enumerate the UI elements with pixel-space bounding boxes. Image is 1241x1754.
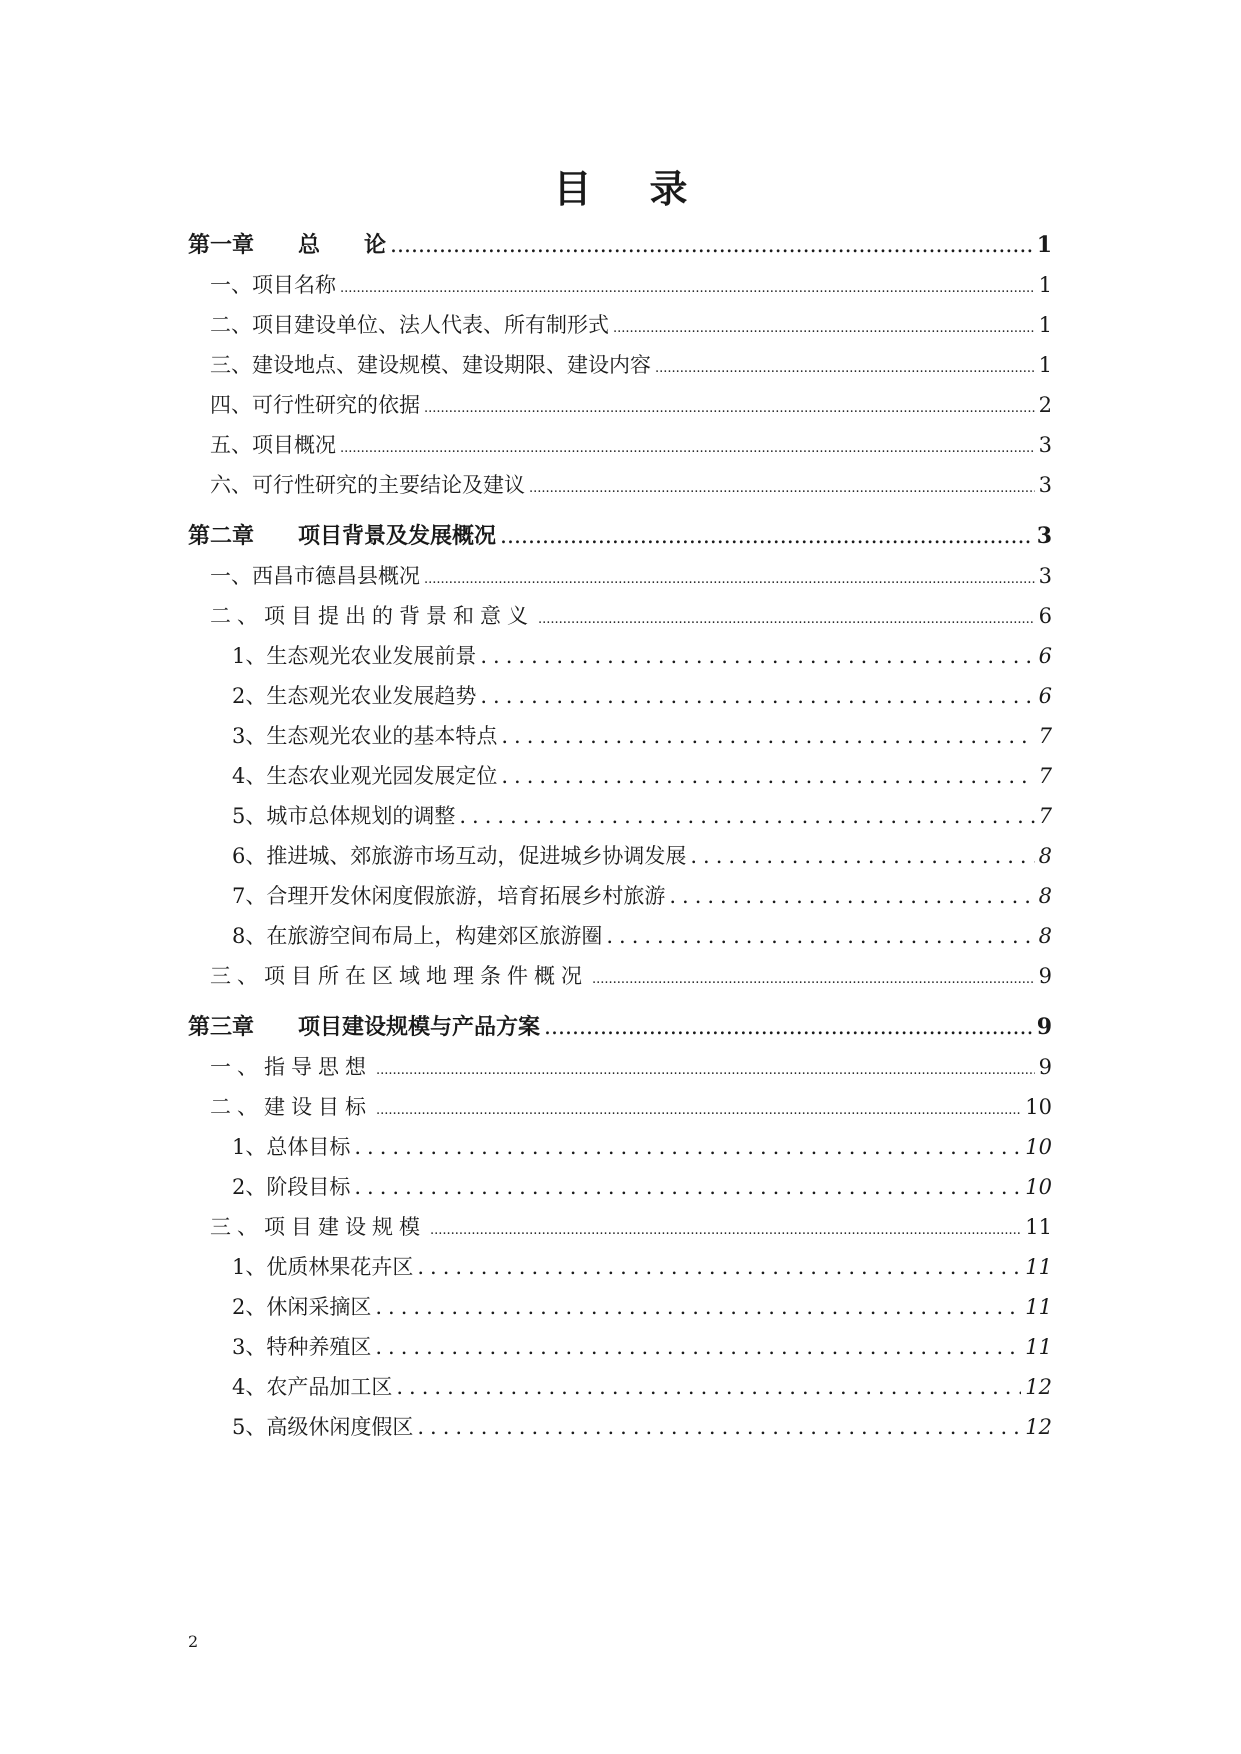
toc-label: 1、总体目标 [232,1135,351,1159]
toc-label: 第二章 项目背景及发展概况 [188,523,497,549]
toc-page-number: 12 [1025,1415,1052,1439]
toc-page-number: 6 [1038,684,1052,708]
toc-page-number: 10 [1025,1175,1052,1199]
toc-subsection[interactable] [188,680,1052,720]
toc-page-number: 3 [1038,473,1052,497]
toc-subsection[interactable] [188,640,1052,680]
dot-leader [669,884,1034,908]
toc-subsection[interactable] [188,1171,1052,1211]
toc-page-number: 7 [1038,724,1052,748]
toc-label: 一、项目名称 [210,273,336,297]
toc-page-number: 12 [1025,1375,1052,1399]
toc-section[interactable] [188,269,1052,309]
dot-leader [424,401,1035,416]
dot-leader [538,612,1035,627]
toc-page-number: 7 [1038,804,1052,828]
toc-chapter-3[interactable] [188,1010,1052,1043]
toc-subsection[interactable] [188,760,1052,800]
toc-page-number: 7 [1038,764,1052,788]
toc-page-number: 2 [1038,393,1052,417]
toc-subsection[interactable] [188,720,1052,760]
table-of-contents [188,228,1052,1451]
toc-label: 1、优质林果花卉区 [232,1255,414,1279]
dot-leader [340,441,1035,456]
toc-section[interactable] [188,309,1052,349]
toc-page-number: 9 [1036,1014,1052,1040]
toc-label: 三、项目建设规模 [210,1215,426,1239]
dot-leader [501,724,1034,748]
dot-leader [592,972,1035,987]
toc-label: 2、生态观光农业发展趋势 [232,684,477,708]
toc-page-number: 11 [1025,1215,1052,1239]
dot-leader [430,1223,1021,1238]
toc-page-number: 6 [1038,604,1052,628]
toc-label: 3、特种养殖区 [232,1335,372,1359]
page-title: 目录 [553,166,746,211]
toc-label: 6、推进城、郊旅游市场互动，促进城乡协调发展 [232,844,687,868]
toc-label: 1、生态观光农业发展前景 [232,644,477,668]
toc-page-number: 1 [1038,313,1052,337]
toc-page-number: 11 [1025,1335,1052,1359]
toc-section[interactable] [188,1091,1052,1131]
toc-label: 5、高级休闲度假区 [232,1415,414,1439]
toc-page-number: 1 [1036,232,1052,258]
toc-section[interactable] [188,1211,1052,1251]
toc-label: 二、建设目标 [210,1095,372,1119]
toc-chapter-1[interactable] [188,228,1052,261]
dot-leader [354,1175,1021,1199]
toc-label: 3、生态观光农业的基本特点 [232,724,498,748]
toc-page-number: 10 [1025,1095,1052,1119]
toc-page-number: 1 [1038,353,1052,377]
dot-leader [390,233,1033,258]
toc-section[interactable] [188,429,1052,469]
toc-label: 一、西昌市德昌县概况 [210,564,420,588]
toc-chapter-2[interactable] [188,519,1052,552]
toc-subsection[interactable] [188,1251,1052,1291]
dot-leader [480,684,1034,708]
toc-section[interactable] [188,349,1052,389]
dot-leader [690,844,1034,868]
dot-leader [655,361,1035,376]
toc-label: 二、项目建设单位、法人代表、所有制形式 [210,313,609,337]
toc-label: 二、项目提出的背景和意义 [210,604,534,628]
toc-page-number: 9 [1038,1055,1052,1079]
dot-leader [376,1063,1035,1078]
dot-leader [417,1415,1021,1439]
toc-label: 三、建设地点、建设规模、建设期限、建设内容 [210,353,651,377]
toc-section[interactable] [188,960,1052,1000]
dot-leader [606,924,1034,948]
toc-page-number: 1 [1038,273,1052,297]
toc-page-number: 11 [1025,1255,1052,1279]
dot-leader [375,1335,1021,1359]
toc-subsection[interactable] [188,1371,1052,1411]
dot-leader [354,1135,1021,1159]
toc-page-number: 3 [1036,523,1052,549]
dot-leader [529,481,1035,496]
dot-leader [417,1255,1021,1279]
toc-subsection[interactable] [188,920,1052,960]
toc-label: 8、在旅游空间布局上，构建郊区旅游圈 [232,924,603,948]
dot-leader [396,1375,1021,1399]
toc-subsection[interactable] [188,880,1052,920]
dot-leader [500,524,1033,549]
toc-label: 2、休闲采摘区 [232,1295,372,1319]
toc-page-number: 8 [1038,924,1052,948]
dot-leader [544,1015,1033,1040]
toc-label: 5、城市总体规划的调整 [232,804,456,828]
toc-label: 四、可行性研究的依据 [210,393,420,417]
toc-page-number: 3 [1038,433,1052,457]
dot-leader [480,644,1034,668]
toc-label: 4、农产品加工区 [232,1375,393,1399]
toc-label: 五、项目概况 [210,433,336,457]
toc-section[interactable] [188,1051,1052,1091]
toc-label: 第三章 项目建设规模与产品方案 [188,1014,541,1040]
dot-leader [501,764,1034,788]
toc-subsection[interactable] [188,840,1052,880]
toc-page-number: 11 [1025,1295,1052,1319]
toc-label: 第一章 总 论 [188,232,387,258]
toc-label: 一、指导思想 [210,1055,372,1079]
toc-page-number: 6 [1038,644,1052,668]
toc-section[interactable] [188,560,1052,600]
dot-leader [340,281,1035,296]
toc-page-number: 3 [1038,564,1052,588]
toc-section[interactable] [188,600,1052,640]
dot-leader [375,1295,1021,1319]
page-number-footer: 2 [188,1632,199,1651]
toc-label: 六、可行性研究的主要结论及建议 [210,473,525,497]
toc-subsection[interactable] [188,1291,1052,1331]
toc-section[interactable] [188,469,1052,509]
dot-leader [613,321,1035,336]
toc-label: 三、项目所在区域地理条件概况 [210,964,588,988]
toc-page-number: 8 [1038,884,1052,908]
toc-subsection[interactable] [188,1411,1052,1451]
toc-section[interactable] [188,389,1052,429]
toc-subsection[interactable] [188,800,1052,840]
toc-subsection[interactable] [188,1131,1052,1171]
toc-subsection[interactable] [188,1331,1052,1371]
toc-label: 4、生态农业观光园发展定位 [232,764,498,788]
toc-label: 2、阶段目标 [232,1175,351,1199]
toc-page-number: 9 [1038,964,1052,988]
dot-leader [424,572,1035,587]
toc-label: 7、合理开发休闲度假旅游，培育拓展乡村旅游 [232,884,666,908]
toc-page-number: 8 [1038,844,1052,868]
dot-leader [376,1103,1021,1118]
dot-leader [459,804,1034,828]
toc-page-number: 10 [1025,1135,1052,1159]
